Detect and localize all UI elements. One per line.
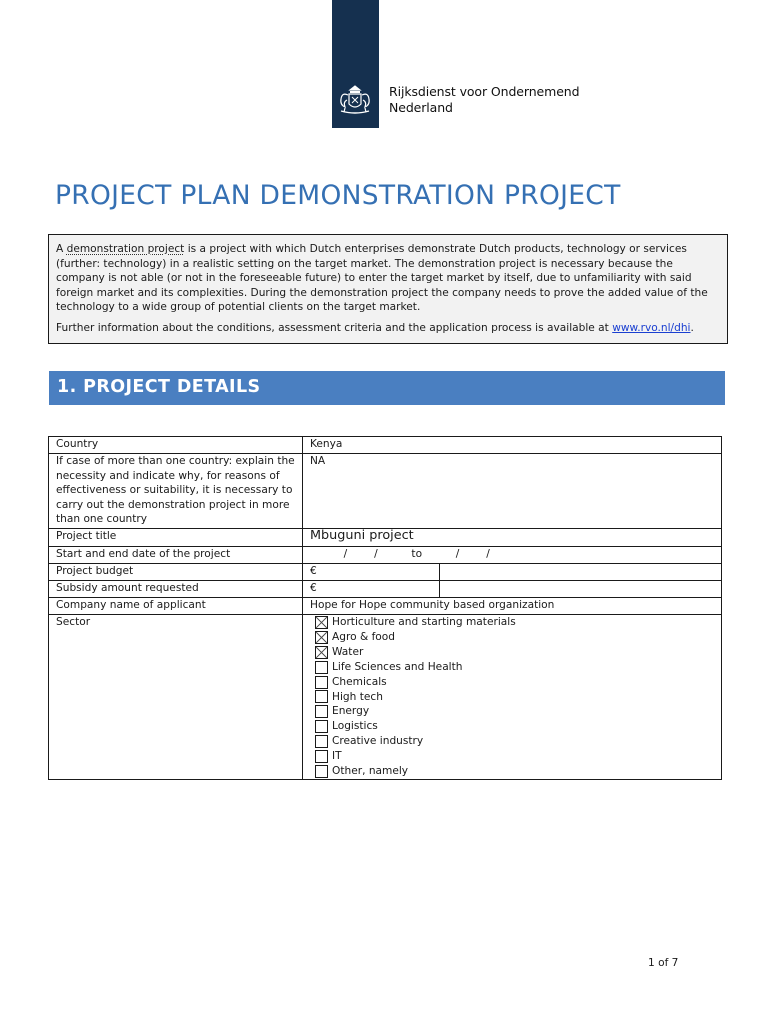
intro-paragraph-1 — [56, 242, 720, 315]
sector-option-label: Energy — [332, 705, 370, 718]
sector-options — [310, 615, 714, 779]
project-title-value[interactable]: Mbuguni project — [303, 529, 722, 547]
table-row — [49, 547, 722, 564]
sector-option-label: High tech — [332, 690, 383, 703]
sector-option[interactable] — [310, 764, 714, 779]
subsidy-extra[interactable] — [440, 581, 722, 598]
info-suffix: . — [690, 321, 694, 334]
checked-checkbox[interactable] — [315, 631, 328, 644]
document-title: PROJECT PLAN DEMONSTRATION PROJECT — [55, 180, 621, 211]
intro-box — [48, 234, 728, 344]
sector-option-label: Other, namely — [332, 765, 409, 778]
checkbox[interactable] — [315, 750, 328, 763]
intro-term: demonstration project — [66, 243, 185, 255]
checkbox[interactable] — [315, 676, 328, 689]
sector-option[interactable] — [310, 660, 714, 675]
sector-option-label: Chemicals — [332, 675, 387, 688]
section-heading-project-details: 1. PROJECT DETAILS — [49, 371, 725, 405]
country-value[interactable]: Kenya — [303, 437, 722, 454]
subsidy-value[interactable]: € — [303, 581, 440, 598]
rvo-link[interactable]: www.rvo.nl/dhi — [612, 321, 691, 334]
multi-country-value[interactable]: NA — [303, 454, 722, 529]
checkbox[interactable] — [315, 690, 328, 703]
agency-name-line1: Rijksdienst voor Ondernemend — [389, 84, 580, 99]
company-value[interactable]: Hope for Hope community based organization — [303, 598, 722, 615]
sector-option[interactable] — [310, 689, 714, 704]
sector-option[interactable] — [310, 704, 714, 719]
sector-list — [303, 615, 722, 780]
country-label: Country — [49, 437, 303, 454]
checkbox[interactable] — [315, 705, 328, 718]
table-row — [49, 598, 722, 615]
table-row — [49, 529, 722, 547]
sector-option[interactable] — [310, 645, 714, 660]
budget-label: Project budget — [49, 564, 303, 581]
checked-checkbox[interactable] — [315, 616, 328, 629]
table-row — [49, 615, 722, 780]
multi-country-label: If case of more than one country: explain the necessity and indicate why, for reasons of effectiveness or suitability, it is necessary to carry out the demonstration project in more than one country — [49, 454, 303, 529]
sector-option-label: Water — [332, 645, 364, 658]
sector-option[interactable] — [310, 615, 714, 630]
page-number: 1 of 7 — [648, 957, 679, 969]
project-details-table — [48, 436, 722, 780]
checkbox[interactable] — [315, 735, 328, 748]
table-row — [49, 437, 722, 454]
company-label: Company name of applicant — [49, 598, 303, 615]
coat-of-arms-icon — [333, 82, 377, 118]
sector-option[interactable] — [310, 719, 714, 734]
sector-option-label: Logistics — [332, 720, 378, 733]
sector-option[interactable] — [310, 749, 714, 764]
budget-extra[interactable] — [440, 564, 722, 581]
sector-option[interactable] — [310, 734, 714, 749]
sector-option[interactable] — [310, 630, 714, 645]
sector-option-label: Horticulture and starting materials — [332, 616, 516, 629]
subsidy-label: Subsidy amount requested — [49, 581, 303, 598]
sector-option-label: IT — [332, 750, 342, 763]
sector-label: Sector — [49, 615, 303, 780]
intro-paragraph-2 — [56, 321, 720, 336]
project-title-label: Project title — [49, 529, 303, 547]
intro-body: is a project with which Dutch enterprises demonstrate Dutch products, technology or services (further: technology) in a realistic setting on the target market. The demonstration project is necessary because the company is not able (or not in the foreseeable future) to enter the target market by itself, due to unfamiliarity with said foreign market and its complexities. During the demonstration project the company needs to prove the added value of the technology to a wide group of potential clients on the target market. — [56, 243, 708, 314]
sector-option-label: Life Sciences and Health — [332, 660, 463, 673]
agency-name-line2: Nederland — [389, 100, 453, 115]
agency-name — [389, 84, 579, 116]
checkbox[interactable] — [315, 765, 328, 778]
sector-option[interactable] — [310, 675, 714, 690]
dates-label: Start and end date of the project — [49, 547, 303, 564]
checkbox[interactable] — [315, 661, 328, 674]
checkbox[interactable] — [315, 720, 328, 733]
table-row — [49, 454, 722, 529]
info-prefix: Further information about the conditions, assessment criteria and the application process is available at — [56, 321, 613, 334]
table-row — [49, 581, 722, 598]
table-row — [49, 564, 722, 581]
checked-checkbox[interactable] — [315, 646, 328, 659]
intro-prefix: A — [56, 243, 67, 255]
sector-option-label: Agro & food — [332, 631, 395, 644]
sector-option-label: Creative industry — [332, 735, 424, 748]
budget-value[interactable]: € — [303, 564, 440, 581]
dates-value[interactable]: / / to / / — [303, 547, 722, 564]
